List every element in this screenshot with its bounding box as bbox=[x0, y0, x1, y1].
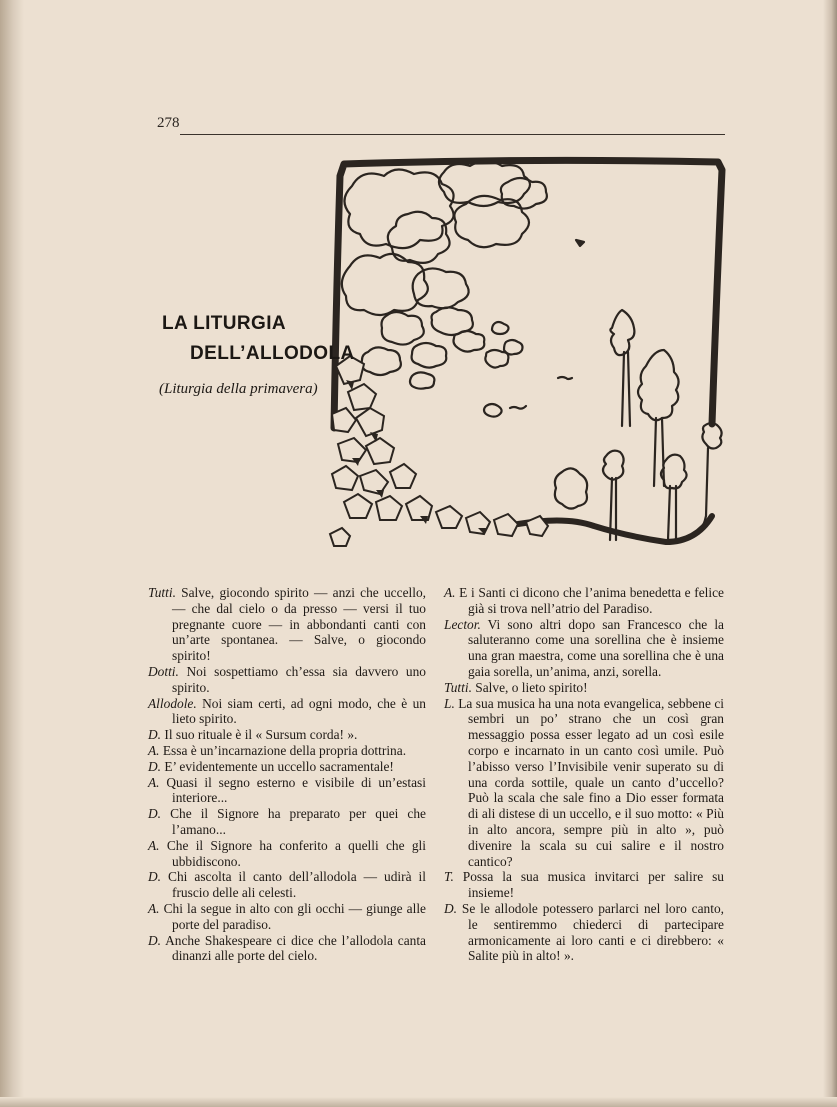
speaker-label: A. bbox=[148, 774, 160, 790]
dialogue-text: Anche Shakespeare ci dice che l’allodola canta dinanzi alle porte del cielo. bbox=[161, 932, 426, 964]
header-rule bbox=[180, 134, 725, 135]
speaker-label: D. bbox=[148, 932, 162, 948]
dialogue-text: La sua musica ha una nota evangelica, sebbene ci sembri un po’ strano che un così gran messaggio possa esser legato ad un così esile corpo e incarnato in un canto così umile. Può l’abisso verso l’Invisibile venir superato su di una corda sottile, quale un canto d’uccello? Può la scala che sale fino a Dio esser formata di ali distese di un uccello, e il suo motto: « Più in alto ancora, sempre più in alto », può divenire la scala su cui salire e il nostro cantico? bbox=[454, 695, 724, 869]
speaker-label: D. bbox=[148, 758, 162, 774]
dialogue-text: Chi la segue in alto con gli occhi — giunge alle porte del paradiso. bbox=[159, 900, 426, 932]
dialogue-text: Possa la sua musica invitarci per salire su insieme! bbox=[453, 869, 724, 901]
speaker-label: Dotti. bbox=[148, 663, 179, 679]
speaker-label: D. bbox=[148, 806, 162, 822]
title-line-2: DELL’ALLODOLA bbox=[190, 343, 355, 364]
speaker-label: T. bbox=[444, 869, 454, 885]
dialogue-text: Salve, giocondo spirito — anzi che uccello, — che dal cielo o da presso — versi il tuo pregnante cuore — in abbondanti canti con un’arte spontanea. — Salve, o giocondo spirito! bbox=[172, 585, 426, 664]
dialogue-text: Chi ascolta il canto dell’allodola — udirà il fruscio delle ali celesti. bbox=[161, 869, 426, 901]
speaker-label: A. bbox=[148, 837, 160, 853]
dialogue-entry bbox=[148, 696, 426, 728]
speaker-label: A. bbox=[148, 742, 160, 758]
dialogue-entry bbox=[444, 680, 724, 696]
dialogue-text: Salve, o lieto spirito! bbox=[471, 679, 588, 695]
page-edge-bottom bbox=[0, 1097, 837, 1107]
dialogue-text: Che il Signore ha preparato per quei che l’amano... bbox=[161, 806, 426, 837]
book-spine-shadow bbox=[0, 0, 24, 1107]
speaker-label: Allodole. bbox=[148, 695, 197, 711]
speaker-label: Tutti. bbox=[148, 585, 176, 600]
speaker-label: A. bbox=[444, 585, 456, 600]
dialogue-entry bbox=[148, 743, 426, 759]
dialogue-text: E’ evidentemente un uccello sacramentale! bbox=[161, 758, 394, 774]
woodcut-sky-clouds-trees-illustration bbox=[326, 156, 734, 556]
dialogue-entry bbox=[148, 933, 426, 965]
dialogue-text: Se le allodole potessero parlarci nel loro canto, le sentiremmo chiederci di partecipare armonicamente ai loro canti e ci direbbero: « Salite più in alto! ». bbox=[457, 900, 724, 964]
dialogue-entry bbox=[148, 585, 426, 664]
speaker-label: D. bbox=[444, 900, 458, 916]
dialogue-entry bbox=[148, 775, 426, 807]
speaker-label: Tutti. bbox=[444, 679, 472, 695]
dialogue-text: Essa è un’incarnazione della propria dottrina. bbox=[159, 742, 407, 758]
dialogue-entry bbox=[148, 838, 426, 870]
dialogue-entry bbox=[148, 806, 426, 838]
dialogue-text: E i Santi ci dicono che l’anima benedetta e felice già si trova nell’atrio del Paradiso. bbox=[455, 585, 724, 616]
dialogue-text: Che il Signore ha conferito a quelli che gli ubbidiscono. bbox=[159, 837, 426, 869]
speaker-label: A. bbox=[148, 900, 160, 916]
dialogue-text: Vi sono altri dopo san Francesco che la saluteranno come una sorellina che è insieme una gran maestra, come una sorellina che è una gaia sorella, un’anima, anzi, sorella. bbox=[468, 616, 724, 679]
dialogue-entry bbox=[444, 901, 724, 964]
title-line-1: LA LITURGIA bbox=[162, 313, 287, 334]
right-text-column bbox=[444, 585, 724, 964]
dialogue-entry bbox=[444, 585, 724, 617]
dialogue-entry bbox=[148, 727, 426, 743]
dialogue-entry bbox=[444, 696, 724, 870]
dialogue-entry bbox=[148, 901, 426, 933]
left-text-column bbox=[148, 585, 426, 964]
dialogue-entry bbox=[148, 664, 426, 696]
dialogue-entry bbox=[148, 869, 426, 901]
speaker-label: L. bbox=[444, 695, 455, 711]
speaker-label: D. bbox=[148, 727, 162, 743]
dialogue-text: Noi siam certi, ad ogni modo, che è un lieto spirito. bbox=[172, 695, 426, 727]
dialogue-entry bbox=[148, 759, 426, 775]
dialogue-entry bbox=[444, 869, 724, 901]
dialogue-entry bbox=[444, 617, 724, 680]
page-number: 278 bbox=[157, 115, 180, 131]
dialogue-text: Quasi il segno esterno e visibile di un’estasi interiore... bbox=[159, 774, 426, 806]
dialogue-text: Noi sospettiamo ch’essa sia davvero uno spirito. bbox=[172, 663, 426, 695]
speaker-label: D. bbox=[148, 869, 162, 885]
page-edge-right bbox=[823, 0, 837, 1107]
speaker-label: Lector. bbox=[444, 616, 481, 632]
dialogue-text: Il suo rituale è il « Sursum corda! ». bbox=[161, 727, 358, 743]
subtitle: (Liturgia della primavera) bbox=[159, 381, 318, 397]
